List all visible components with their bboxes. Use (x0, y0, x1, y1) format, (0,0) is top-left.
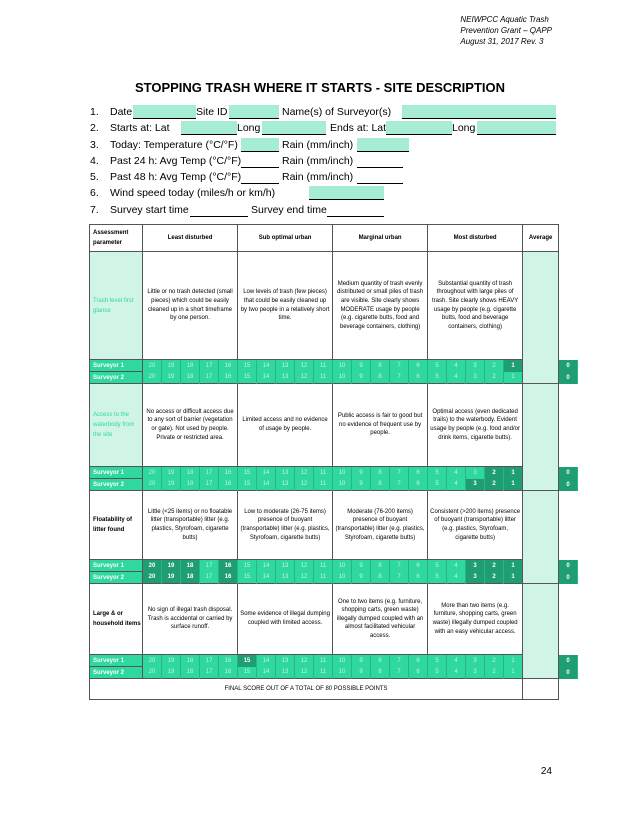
score-option[interactable]: 10 (333, 360, 352, 372)
score-option[interactable]: 5 (428, 467, 447, 479)
score-option[interactable]: 11 (314, 372, 333, 384)
average-cell[interactable] (523, 584, 559, 679)
past48-temp-field[interactable] (241, 170, 279, 184)
score-option[interactable]: 0 (559, 667, 578, 679)
score-option[interactable]: 2 (485, 467, 504, 479)
start-time-field[interactable] (190, 203, 248, 217)
desc-least: No sign of illegal trash disposal. Trash is accidental or carried by surface runoff. (143, 584, 238, 655)
surveyor-label: Surveyor 1 (90, 560, 143, 572)
score-option[interactable]: 6 (409, 479, 428, 491)
score-option[interactable]: 20 (143, 572, 162, 584)
today-rain-field[interactable] (357, 138, 409, 152)
score-option[interactable]: 5 (428, 560, 447, 572)
score-option[interactable]: 5 (428, 655, 447, 667)
score-option[interactable]: 10 (333, 479, 352, 491)
past24-temp-label: Past 24 h: Avg Temp (°C/°F) (110, 154, 242, 167)
score-option[interactable]: 3 (466, 560, 485, 572)
score-option[interactable]: 11 (314, 572, 333, 584)
score-option[interactable]: 3 (466, 467, 485, 479)
score-option[interactable]: 17 (200, 667, 219, 679)
desc-most: More than two items (e.g. furniture, shopping carts, green waste) illegally dumped coupled with an easy vehicular access. (428, 584, 523, 655)
score-option[interactable]: 13 (276, 560, 295, 572)
surveyor-label: Surveyor 1 (90, 655, 143, 667)
header-sub-optimal: Sub optimal urban (238, 225, 333, 252)
score-option[interactable]: 7 (390, 360, 409, 372)
score-option[interactable]: 7 (390, 655, 409, 667)
header-marginal: Marginal urban (333, 225, 428, 252)
score-option[interactable]: 11 (314, 479, 333, 491)
score-option[interactable]: 4 (447, 560, 466, 572)
score-option[interactable]: 2 (485, 667, 504, 679)
score-option[interactable]: 2 (485, 372, 504, 384)
score-option[interactable]: 20 (143, 360, 162, 372)
score-option[interactable]: 3 (466, 479, 485, 491)
starts-lat-label: Starts at: Lat (110, 122, 170, 135)
score-option[interactable]: 15 (238, 372, 257, 384)
param-trash-level: Trash level first glance (90, 252, 143, 360)
score-option[interactable]: 17 (200, 572, 219, 584)
date-field[interactable] (133, 105, 196, 119)
score-option[interactable]: 4 (447, 572, 466, 584)
score-option[interactable]: 19 (162, 372, 181, 384)
score-option[interactable]: 8 (371, 667, 390, 679)
score-option[interactable]: 1 (504, 560, 523, 572)
score-option[interactable]: 9 (352, 372, 371, 384)
row-number: 1. (90, 106, 99, 118)
score-option[interactable]: 13 (276, 467, 295, 479)
desc-marginal: Moderate (76-200 items) presence of buoyant (transportable) litter (e.g. plastics, Styrofoam, cigarette butts) (333, 491, 428, 560)
score-option[interactable]: 18 (181, 572, 200, 584)
score-option[interactable]: 0 (559, 360, 578, 372)
page-title: STOPPING TRASH WHERE IT STARTS - SITE DESCRIPTION (134, 80, 506, 95)
surveyors-label: Name(s) of Surveyor(s) (282, 106, 392, 118)
score-option[interactable]: 4 (447, 655, 466, 667)
score-option[interactable]: 13 (276, 360, 295, 372)
score-option[interactable]: 13 (276, 655, 295, 667)
surveyor-row (90, 372, 578, 384)
score-option[interactable]: 3 (466, 667, 485, 679)
header-line-1: NEIWPCC Aquatic Trash (460, 15, 549, 24)
starts-lat-field[interactable] (181, 121, 237, 135)
score-option[interactable]: 4 (447, 360, 466, 372)
score-option[interactable]: 20 (143, 467, 162, 479)
score-option[interactable]: 15 (238, 360, 257, 372)
header-line-3: August 31, 2017 Rev. 3 (460, 37, 544, 46)
score-option[interactable]: 18 (181, 655, 200, 667)
score-option[interactable]: 16 (219, 372, 238, 384)
score-option[interactable]: 17 (200, 372, 219, 384)
surveyor-row (90, 560, 578, 572)
score-option[interactable]: 1 (504, 479, 523, 491)
score-option[interactable]: 17 (200, 360, 219, 372)
score-option[interactable]: 12 (295, 572, 314, 584)
score-option[interactable]: 1 (504, 372, 523, 384)
score-option[interactable]: 11 (314, 667, 333, 679)
header-average: Average (523, 225, 559, 252)
score-option[interactable]: 13 (276, 572, 295, 584)
desc-sub-optimal: Low levels of trash (few pieces) that could be easily cleaned up by two people in a relatively short time. (238, 252, 333, 360)
row-number: 4. (90, 154, 99, 167)
surveyor-row (90, 360, 578, 372)
score-option[interactable]: 7 (390, 467, 409, 479)
score-option[interactable]: 7 (390, 372, 409, 384)
score-option[interactable]: 14 (257, 479, 276, 491)
score-option[interactable]: 14 (257, 467, 276, 479)
score-option[interactable]: 15 (238, 655, 257, 667)
ends-lat-label: Ends at: Lat (330, 122, 387, 135)
desc-marginal: One to two items (e.g. furniture, shopping carts, green waste) illegally dumped coupled with an almost facilitated vehicular access. (333, 584, 428, 655)
surveyors-field[interactable] (402, 105, 556, 119)
param-large-items: Large & or household items (90, 584, 143, 655)
score-option[interactable]: 18 (181, 667, 200, 679)
score-option[interactable]: 11 (314, 560, 333, 572)
score-option[interactable]: 3 (466, 655, 485, 667)
score-option[interactable]: 5 (428, 360, 447, 372)
score-option[interactable]: 1 (504, 572, 523, 584)
param-access: Access to the waterbody from the site (90, 384, 143, 467)
score-option[interactable]: 19 (162, 572, 181, 584)
score-option[interactable]: 2 (485, 572, 504, 584)
score-option[interactable]: 6 (409, 360, 428, 372)
today-temp-field[interactable] (241, 138, 279, 152)
site-id-label: Site ID (196, 106, 228, 118)
score-option[interactable]: 2 (485, 360, 504, 372)
score-option[interactable]: 3 (466, 572, 485, 584)
score-option[interactable]: 8 (371, 560, 390, 572)
score-option[interactable]: 16 (219, 560, 238, 572)
score-option[interactable]: 12 (295, 372, 314, 384)
score-option[interactable]: 9 (352, 479, 371, 491)
rain-label: Rain (mm/inch) (282, 138, 354, 151)
score-option[interactable]: 18 (181, 372, 200, 384)
score-option[interactable]: 18 (181, 479, 200, 491)
section-row (90, 584, 578, 655)
score-option[interactable]: 2 (485, 560, 504, 572)
score-option[interactable]: 6 (409, 655, 428, 667)
desc-least: Little (<25 items) or no floatable litter (transportable) litter (e.g. plastics, Styrofoam, cigarette butts) (143, 491, 238, 560)
score-option[interactable]: 4 (447, 372, 466, 384)
score-option[interactable]: 8 (371, 467, 390, 479)
starts-long-field[interactable] (262, 121, 326, 135)
score-option[interactable]: 10 (333, 372, 352, 384)
surveyor-row (90, 467, 578, 479)
score-option[interactable]: 2 (485, 655, 504, 667)
rain-label: Rain (mm/inch) (282, 171, 354, 184)
header-least: Least disturbed (143, 225, 238, 252)
row-number: 6. (90, 187, 99, 200)
score-option[interactable]: 12 (295, 479, 314, 491)
score-option[interactable]: 7 (390, 667, 409, 679)
surveyor-row (90, 667, 578, 679)
final-score-label: FINAL SCORE OUT OF A TOTAL OF 80 POSSIBLE POINTS (90, 679, 523, 700)
section-row (90, 252, 578, 360)
row-number: 3. (90, 138, 99, 151)
score-option[interactable]: 2 (485, 479, 504, 491)
score-option[interactable]: 16 (219, 360, 238, 372)
score-option[interactable]: 13 (276, 479, 295, 491)
start-time-label: Survey start time (110, 203, 189, 216)
score-option[interactable]: 1 (504, 360, 523, 372)
score-option[interactable]: 17 (200, 560, 219, 572)
document-header (460, 14, 552, 47)
past24-rain-field[interactable] (357, 154, 403, 168)
score-option[interactable]: 15 (238, 667, 257, 679)
score-option[interactable]: 8 (371, 372, 390, 384)
score-option[interactable]: 3 (466, 372, 485, 384)
param-floatability: Floatability of litter found (90, 491, 143, 560)
score-option[interactable]: 10 (333, 655, 352, 667)
today-temp-label: Today: Temperature (°C/°F) (110, 138, 238, 151)
score-option[interactable]: 0 (559, 479, 578, 491)
score-option[interactable]: 15 (238, 467, 257, 479)
average-cell[interactable] (523, 384, 559, 491)
score-option[interactable]: 17 (200, 467, 219, 479)
ends-long-field[interactable] (477, 121, 556, 135)
ends-lat-field[interactable] (386, 121, 452, 135)
score-option[interactable]: 1 (504, 667, 523, 679)
score-option[interactable]: 14 (257, 667, 276, 679)
score-option[interactable]: 5 (428, 479, 447, 491)
score-option[interactable]: 9 (352, 655, 371, 667)
score-option[interactable]: 15 (238, 572, 257, 584)
score-option[interactable]: 16 (219, 667, 238, 679)
past24-temp-field[interactable] (241, 154, 279, 168)
site-id-field[interactable] (229, 105, 279, 119)
score-option[interactable]: 10 (333, 467, 352, 479)
score-option[interactable]: 14 (257, 572, 276, 584)
header-assessment: Assessment parameter (90, 225, 143, 252)
score-option[interactable]: 11 (314, 360, 333, 372)
score-option[interactable]: 9 (352, 360, 371, 372)
score-option[interactable]: 7 (390, 572, 409, 584)
surveyor-label: Surveyor 2 (90, 572, 143, 584)
score-option[interactable]: 8 (371, 479, 390, 491)
score-option[interactable]: 11 (314, 655, 333, 667)
final-row (90, 679, 578, 700)
score-option[interactable]: 14 (257, 360, 276, 372)
score-option[interactable]: 18 (181, 360, 200, 372)
score-option[interactable]: 6 (409, 572, 428, 584)
surveyor-label: Surveyor 2 (90, 667, 143, 679)
desc-most: Consistent (>200 items) presence of buoyant (transportable) litter (e.g. plastics, Styrofoam, cigarette butts) (428, 491, 523, 560)
score-option[interactable]: 20 (143, 560, 162, 572)
score-option[interactable]: 7 (390, 560, 409, 572)
table-header-row (90, 225, 578, 252)
past48-rain-field[interactable] (357, 170, 403, 184)
score-option[interactable]: 16 (219, 572, 238, 584)
past48-temp-label: Past 48 h: Avg Temp (°C/°F) (110, 171, 242, 184)
header-line-2: Prevention Grant – QAPP (460, 26, 552, 35)
score-option[interactable]: 12 (295, 467, 314, 479)
ends-long-label: Long (452, 122, 476, 135)
score-option[interactable]: 7 (390, 479, 409, 491)
page-number: 24 (540, 766, 552, 777)
score-option[interactable]: 13 (276, 667, 295, 679)
average-cell[interactable] (523, 252, 559, 384)
section-row (90, 384, 578, 467)
score-option[interactable]: 3 (466, 360, 485, 372)
end-time-field[interactable] (327, 203, 384, 217)
score-option[interactable]: 12 (295, 560, 314, 572)
rain-label: Rain (mm/inch) (282, 154, 354, 167)
score-option[interactable]: 12 (295, 655, 314, 667)
score-option[interactable]: 19 (162, 467, 181, 479)
score-option[interactable]: 9 (352, 667, 371, 679)
score-option[interactable]: 17 (200, 479, 219, 491)
score-option[interactable]: 15 (238, 479, 257, 491)
score-option[interactable]: 4 (447, 467, 466, 479)
score-option[interactable]: 18 (181, 467, 200, 479)
wind-field[interactable] (309, 186, 384, 200)
surveyor-row (90, 479, 578, 491)
score-option[interactable]: 14 (257, 372, 276, 384)
score-option[interactable]: 16 (219, 479, 238, 491)
row-number: 2. (90, 122, 99, 135)
desc-sub-optimal: Some evidence of illegal dumping coupled with limited access. (238, 584, 333, 655)
score-option[interactable]: 5 (428, 572, 447, 584)
row-number: 7. (90, 203, 99, 216)
score-option[interactable]: 16 (219, 655, 238, 667)
score-option[interactable]: 18 (181, 560, 200, 572)
score-option[interactable]: 17 (200, 655, 219, 667)
score-option[interactable]: 19 (162, 667, 181, 679)
desc-least: Little or no trash detected (small pieces) which could be easily cleaned up in a short timeframe by one person. (143, 252, 238, 360)
surveyor-label: Surveyor 1 (90, 467, 143, 479)
score-option[interactable]: 0 (559, 467, 578, 479)
score-option[interactable]: 9 (352, 572, 371, 584)
desc-sub-optimal: Limited access and no evidence of usage by people. (238, 384, 333, 467)
score-option[interactable]: 20 (143, 479, 162, 491)
score-option[interactable]: 1 (504, 467, 523, 479)
score-option[interactable]: 16 (219, 467, 238, 479)
score-option[interactable]: 8 (371, 360, 390, 372)
surveyor-label: Surveyor 2 (90, 372, 143, 384)
score-option[interactable]: 8 (371, 572, 390, 584)
score-option[interactable]: 13 (276, 372, 295, 384)
score-option[interactable]: 10 (333, 667, 352, 679)
score-option[interactable]: 20 (143, 655, 162, 667)
final-score-cell[interactable] (523, 679, 559, 700)
surveyor-label: Surveyor 2 (90, 479, 143, 491)
surveyor-row (90, 572, 578, 584)
score-option[interactable]: 0 (559, 560, 578, 572)
score-option[interactable]: 0 (559, 572, 578, 584)
score-option[interactable]: 9 (352, 467, 371, 479)
row-number: 5. (90, 171, 99, 184)
score-option[interactable]: 20 (143, 667, 162, 679)
desc-sub-optimal: Low to moderate (26-75 items) presence of buoyant (transportable) litter (e.g. plastics, Styrofoam, cigarette butts) (238, 491, 333, 560)
score-option[interactable]: 5 (428, 667, 447, 679)
score-option[interactable]: 5 (428, 372, 447, 384)
desc-most: Optimal access (even dedicated trails) to the waterbody. Evident usage by people (e.g. food and/or drink items, cigarette butts). (428, 384, 523, 467)
score-option[interactable]: 1 (504, 655, 523, 667)
wind-label: Wind speed today (miles/h or km/h) (110, 187, 276, 200)
score-option[interactable]: 10 (333, 572, 352, 584)
score-option[interactable]: 8 (371, 655, 390, 667)
section-row (90, 491, 578, 560)
score-option[interactable]: 6 (409, 560, 428, 572)
date-label: Date (110, 106, 133, 118)
surveyor-label: Surveyor 1 (90, 360, 143, 372)
score-option[interactable]: 12 (295, 360, 314, 372)
end-time-label: Survey end time (251, 203, 327, 216)
score-option[interactable]: 19 (162, 560, 181, 572)
score-option[interactable]: 10 (333, 560, 352, 572)
surveyor-row (90, 655, 578, 667)
score-option[interactable]: 6 (409, 467, 428, 479)
score-option[interactable]: 0 (559, 372, 578, 384)
starts-long-label: Long (237, 122, 261, 135)
score-option[interactable]: 14 (257, 560, 276, 572)
score-option[interactable]: 11 (314, 467, 333, 479)
desc-most: Substantial quantity of trash throughout with large piles of trash. Site clearly shows HEAVY usage by people (e.g. cigarette butts, food and beverage containers, clothing) (428, 252, 523, 360)
score-option[interactable]: 19 (162, 360, 181, 372)
score-option[interactable]: 0 (559, 655, 578, 667)
desc-marginal: Medium quantity of trash evenly distributed or small piles of trash are visible. Site clearly shows MODERATE usage by people (e.g. cigarette butts, food and beverage containers, clothing) (333, 252, 428, 360)
score-option[interactable]: 6 (409, 372, 428, 384)
score-option[interactable]: 12 (295, 667, 314, 679)
score-option[interactable]: 4 (447, 667, 466, 679)
score-option[interactable]: 19 (162, 655, 181, 667)
score-option[interactable]: 20 (143, 372, 162, 384)
score-option[interactable]: 9 (352, 560, 371, 572)
score-option[interactable]: 19 (162, 479, 181, 491)
average-cell[interactable] (523, 491, 559, 584)
assessment-table (89, 224, 578, 700)
score-option[interactable]: 4 (447, 479, 466, 491)
score-option[interactable]: 14 (257, 655, 276, 667)
header-most: Most disturbed (428, 225, 523, 252)
desc-marginal: Public access is fair to good but no evidence of frequent use by people. (333, 384, 428, 467)
score-option[interactable]: 15 (238, 560, 257, 572)
desc-least: No access or difficult access due to any sort of barrier (vegetation or gate). Not used by people. Private or restricted area. (143, 384, 238, 467)
score-option[interactable]: 6 (409, 667, 428, 679)
